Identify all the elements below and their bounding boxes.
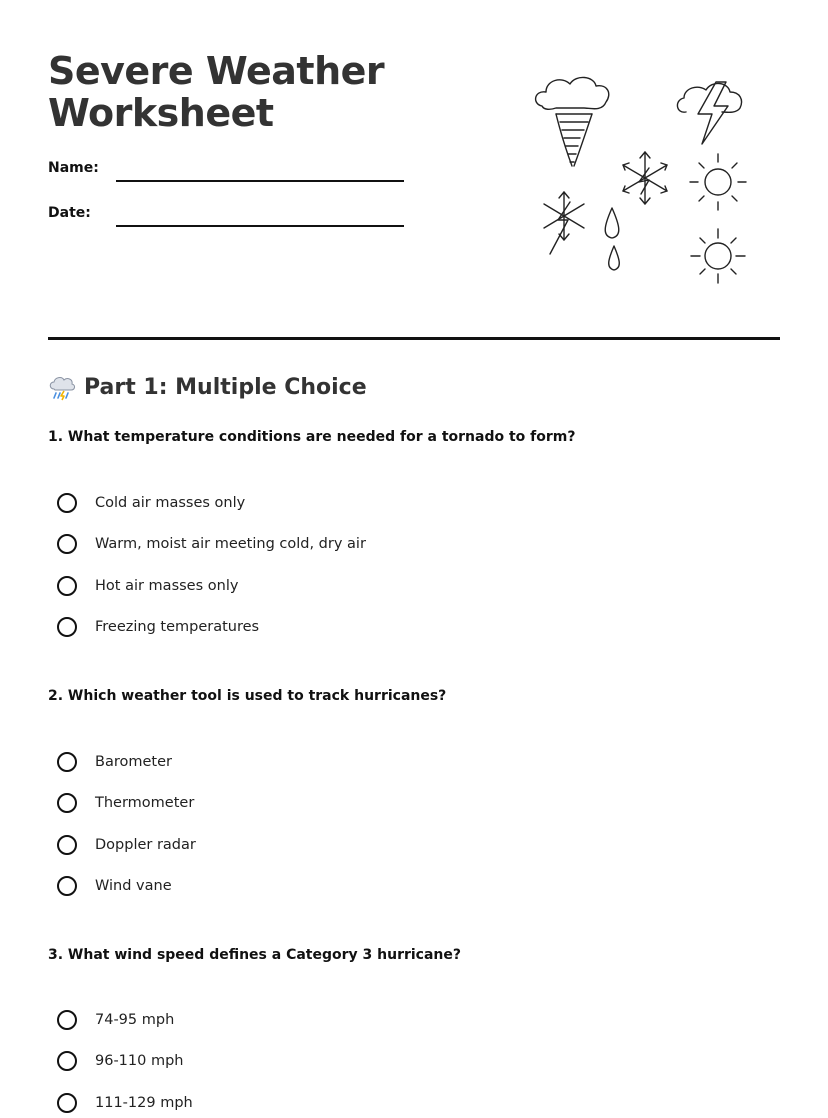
thunderstorm-cloud-icon <box>677 82 741 144</box>
question-2-option-c[interactable] <box>57 832 196 858</box>
sun-icon-small <box>691 229 745 283</box>
option-label: Barometer <box>95 754 172 770</box>
radio-button[interactable] <box>57 576 77 596</box>
option-label: 74-95 mph <box>95 1012 175 1028</box>
part-1-heading <box>48 373 367 401</box>
radio-button[interactable] <box>57 793 77 813</box>
date-field[interactable] <box>116 225 404 227</box>
name-label: Name: <box>48 160 99 176</box>
question-2-option-b[interactable] <box>57 790 194 816</box>
title-line-1: Severe Weather <box>48 49 385 93</box>
question-2-option-a[interactable] <box>57 749 172 775</box>
question-3-option-c[interactable] <box>57 1090 193 1116</box>
option-label: Wind vane <box>95 878 172 894</box>
raindrop-icon <box>605 208 619 270</box>
tornado-icon <box>536 77 609 166</box>
question-3-text: 3. What wind speed defines a Category 3 hurricane? <box>48 947 462 963</box>
section-divider <box>48 337 780 340</box>
snowflake-lightning-icon <box>544 192 584 254</box>
question-3-option-b[interactable] <box>57 1048 184 1074</box>
radio-button[interactable] <box>57 534 77 554</box>
radio-button[interactable] <box>57 752 77 772</box>
date-label: Date: <box>48 205 91 221</box>
radio-button[interactable] <box>57 835 77 855</box>
option-label: Warm, moist air meeting cold, dry air <box>95 536 366 552</box>
title-line-2: Worksheet <box>48 91 274 135</box>
option-label: 96-110 mph <box>95 1053 184 1069</box>
option-label: Thermometer <box>95 795 195 811</box>
part-1-title: Part 1: Multiple Choice <box>84 374 367 400</box>
question-1-option-d[interactable] <box>57 614 259 640</box>
weather-illustration <box>530 70 760 290</box>
option-label: Cold air masses only <box>95 495 246 511</box>
question-1-option-b[interactable] <box>57 531 366 557</box>
cloud-rain-lightning-icon <box>48 373 76 401</box>
radio-button[interactable] <box>57 1010 77 1030</box>
question-2-option-d[interactable] <box>57 873 172 899</box>
radio-button[interactable] <box>57 493 77 513</box>
name-field[interactable] <box>116 180 404 182</box>
question-1-option-a[interactable] <box>57 490 245 516</box>
question-3-option-a[interactable] <box>57 1007 174 1033</box>
question-1-text: 1. What temperature conditions are needed for a tornado to form? <box>48 429 576 445</box>
sun-icon <box>690 154 746 210</box>
option-label: Doppler radar <box>95 837 196 853</box>
option-label: Hot air masses only <box>95 578 239 594</box>
worksheet-title <box>48 50 428 134</box>
radio-button[interactable] <box>57 876 77 896</box>
question-1-option-c[interactable] <box>57 573 238 599</box>
radio-button[interactable] <box>57 1051 77 1071</box>
question-2-text: 2. Which weather tool is used to track hurricanes? <box>48 688 447 704</box>
option-label: 111-129 mph <box>95 1095 193 1111</box>
snowflake-icon <box>623 152 667 204</box>
radio-button[interactable] <box>57 617 77 637</box>
option-label: Freezing temperatures <box>95 619 260 635</box>
radio-button[interactable] <box>57 1093 77 1113</box>
